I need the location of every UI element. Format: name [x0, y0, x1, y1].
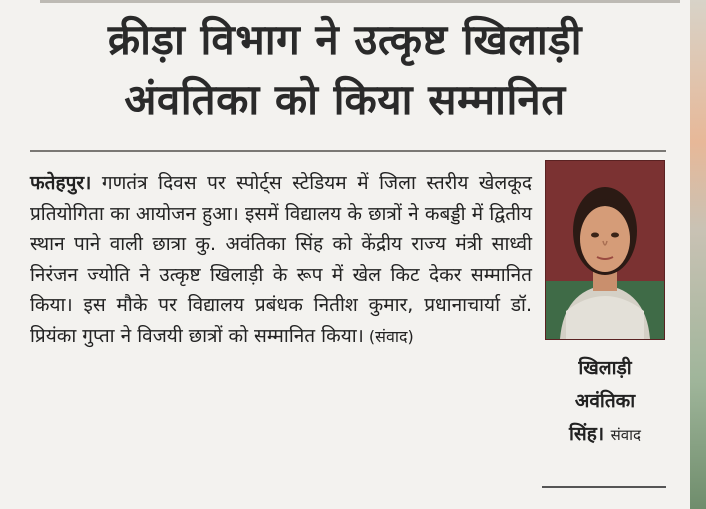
caption-line-1: खिलाड़ी	[578, 357, 632, 379]
portrait-illustration	[546, 161, 664, 339]
dateline: फतेहपुर।	[30, 172, 92, 194]
caption-name: सिंह।	[568, 423, 605, 445]
caption-line-2: अवंतिका	[574, 390, 636, 412]
player-photo	[545, 160, 665, 340]
headline-divider	[30, 150, 666, 152]
top-border	[40, 0, 680, 3]
caption-line-3	[540, 418, 670, 452]
article-credit: (संवाद)	[363, 326, 414, 346]
caption-credit: संवाद	[610, 426, 642, 444]
adjacent-photo-edge	[690, 0, 706, 509]
caption-divider	[542, 486, 666, 488]
headline-line-2: अंवतिका को किया सम्मानित	[124, 75, 566, 124]
headline-line-1: क्रीड़ा विभाग ने उत्कृष्ट खिलाड़ी	[107, 15, 583, 64]
headline	[10, 10, 680, 130]
article-text: गणतंत्र दिवस पर स्पोर्ट्स स्टेडियम में जिला स्तरीय खेलकूद प्रतियोगिता का आयोजन हुआ। इसमें विद्यालय के छात्रों ने कबड्डी में द्वितीय स्थान पाने वाली छात्रा कु. अवंतिका सिंह को केंद्रीय राज्य मंत्री साध्वी निरंजन ज्योति ने उत्कृष्ट खिलाड़ी के रूप में खेल किट देकर सम्मानित किया। इस मौके पर विद्यालय प्रबंधक नितीश कुमार, प्रधानाचार्या डॉ. प्रियंका गुप्ता ने विजयी छात्रों को सम्मानित किया।	[30, 172, 532, 347]
photo-caption	[540, 352, 670, 452]
article-body	[30, 168, 532, 352]
